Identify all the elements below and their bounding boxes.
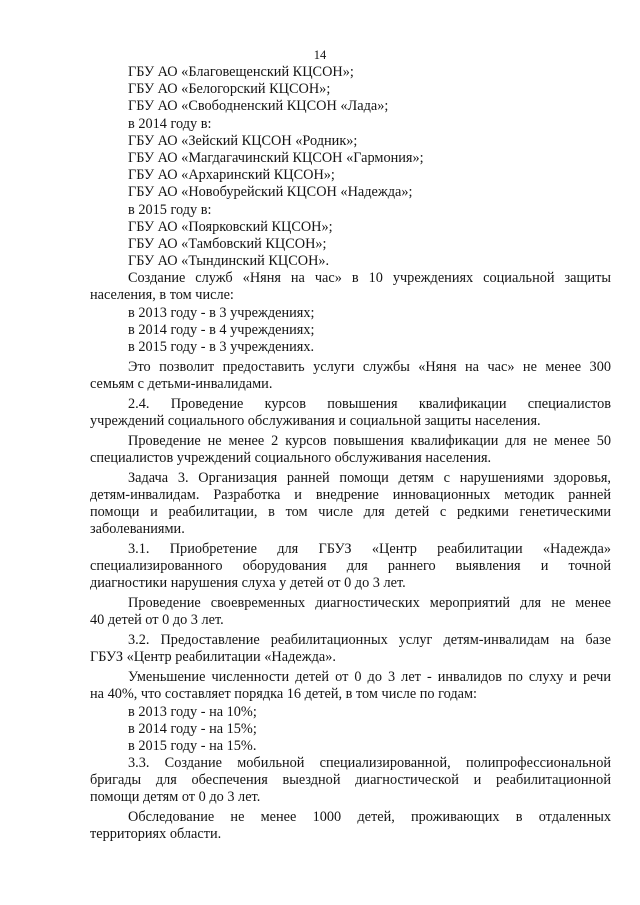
text-line: 40 детей от 0 до 3 лет. [90,612,224,629]
text-line: 3.3. Создание мобильной специализированной, полипрофессиональной [128,755,611,772]
text-line: населения, в том числе: [90,287,234,304]
text-line: в 2014 году - на 15%; [128,720,257,737]
text-line: Это позволит предоставить услуги службы «Няня на час» не менее 300 [128,358,611,375]
text-line: ГБУ АО «Новобурейский КЦСОН «Надежда»; [128,184,413,201]
text-line: в 2013 году - на 10%; [128,703,257,720]
text-line: Задача 3. Организация ранней помощи детям с нарушениями здоровья, [128,469,611,486]
text-line: в 2014 году - в 4 учреждениях; [128,321,315,338]
text-line: ГБУ АО «Белогорский КЦСОН»; [128,81,331,98]
text-line: учреждений социального обслуживания и социальной защиты населения. [90,412,541,429]
text-line: на 40%, что составляет порядка 16 детей, в том числе по годам: [90,686,478,703]
text-line: в 2015 году в: [128,201,212,218]
text-line: ГБУ АО «Благовещенский КЦСОН»; [128,64,354,80]
text-line: ГБУ АО «Зейский КЦСОН «Родник»; [128,132,358,149]
text-line: в 2013 году - в 3 учреждениях; [128,304,315,321]
text-line: Создание служб «Няня на час» в 10 учреждениях социальной защиты [128,270,611,287]
text-line: Уменьшение численности детей от 0 до 3 лет - инвалидов по слуху и речи [128,669,611,686]
text-line: территориях области. [90,826,222,843]
text-line: детям-инвалидам. Разработка и внедрение инновационных методик ранней [90,486,611,503]
text-line: Проведение своевременных диагностических мероприятий для не менее [128,595,611,612]
page-number: 14 [313,48,327,62]
text-line: помощи детям от 0 до 3 лет. [90,789,261,806]
text-line: Проведение не менее 2 курсов повышения квалификации для не менее 50 [128,432,611,449]
text-line: ГБУ АО «Свободненский КЦСОН «Лада»; [128,98,389,115]
text-line: 2.4. Проведение курсов повышения квалификации специалистов [128,395,611,412]
text-line: бригады для обеспечения выездной диагностической и реабилитационной [90,772,611,789]
text-line: ГБУ АО «Поярковский КЦСОН»; [128,218,333,235]
text-line: Обследование не менее 1000 детей, проживающих в отдаленных [128,809,611,826]
text-line: в 2015 году - в 3 учреждениях. [128,339,315,355]
text-line: 3.1. Приобретение для ГБУЗ «Центр реабилитации «Надежда» [128,541,611,558]
text-line: семьям с детьми-инвалидами. [90,375,273,392]
text-line: ГБУ АО «Магдагачинский КЦСОН «Гармония»; [128,149,424,166]
text-line: заболеваниями. [90,521,185,538]
text-line: диагностики нарушения слуха у детей от 0 до 3 лет. [90,575,406,592]
text-line: помощи и реабилитации, в том числе для детей с редкими генетическими [90,504,611,521]
text-line: специализированного оборудования для раннего выявления и точной [90,558,611,575]
document-body [90,64,611,844]
text-line: в 2015 году - на 15%. [128,737,257,754]
text-line: ГБУ АО «Архаринский КЦСОН»; [128,167,335,184]
text-line: ГБУ АО «Тамбовский КЦСОН»; [128,235,327,252]
text-line: специалистов учреждений социального обслуживания населения. [90,449,492,466]
text-line: в 2014 году в: [128,115,212,132]
text-line: ГБУЗ «Центр реабилитации «Надежда». [90,649,336,666]
text-line: 3.2. Предоставление реабилитационных услуг детям-инвалидам на базе [128,632,611,649]
text-line: ГБУ АО «Тындинский КЦСОН». [128,253,330,270]
